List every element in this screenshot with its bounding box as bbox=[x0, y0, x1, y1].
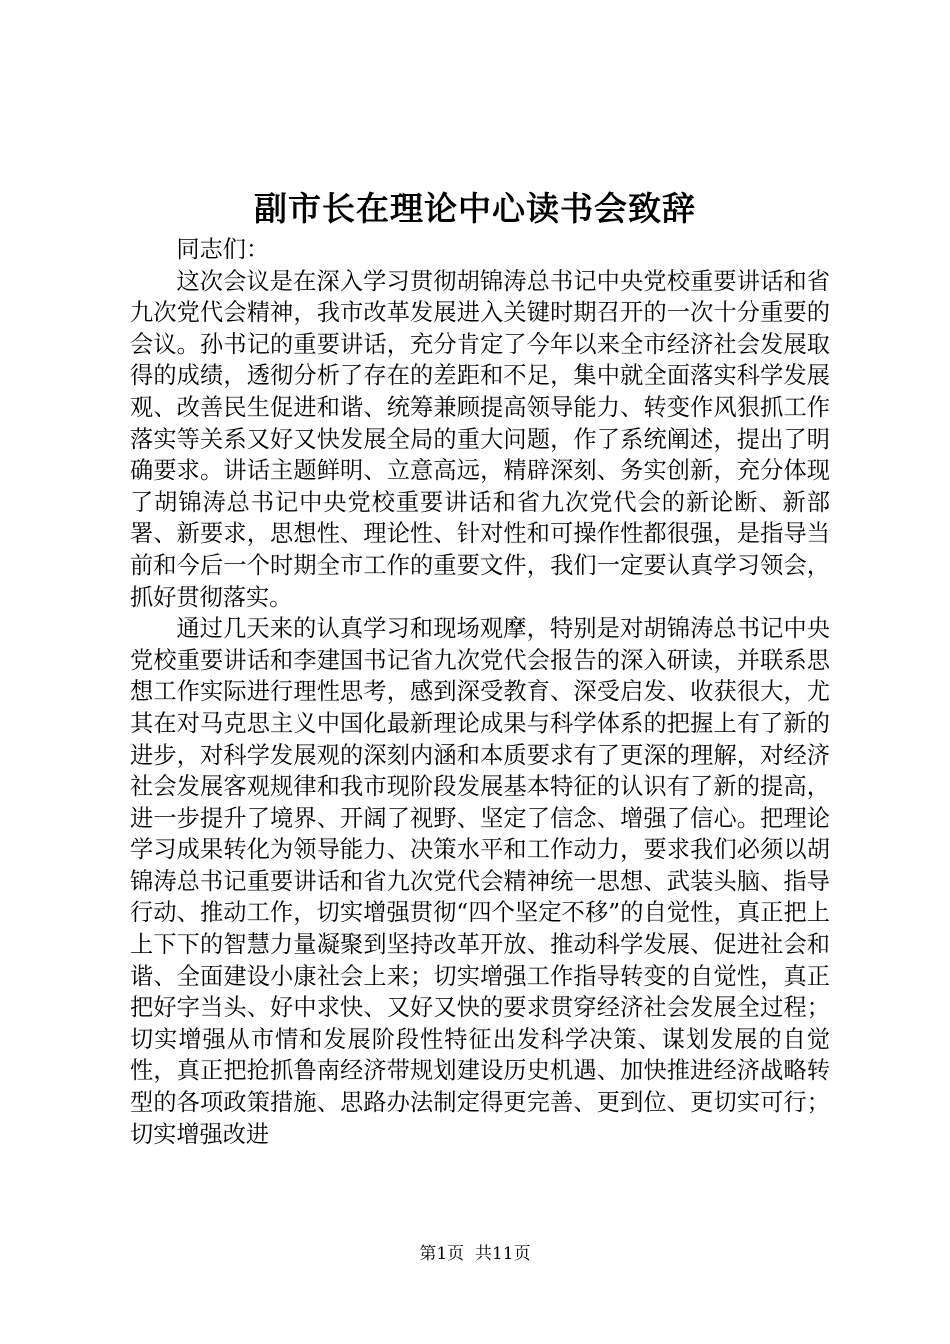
document-body bbox=[130, 234, 830, 1150]
page-number: 第1页 共11页 bbox=[419, 1244, 531, 1264]
paragraph-2: 通过几天来的认真学习和现场观摩，特别是对胡锦涛总书记中央党校重要讲话和李建国书记省九次党代会报告的深入研读，并联系思想工作实际进行理性思考，感到深受教育、深受启发、收获很大，尤其在对马克思主义中国化最新理论成果与科学体系的把握上有了新的进步，对科学发展观的深刻内涵和本质要求有了更深的理解，对经济社会发展客观规律和我市现阶段发展基本特征的认识有了新的提高，进一步提升了境界、开阔了视野、坚定了信念、增强了信心。把理论学习成果转化为领导能力、决策水平和工作动力，要求我们必须以胡锦涛总书记重要讲话和省九次党代会精神统一思想、武装头脑、指导行动、推动工作，切实增强贯彻“四个坚定不移”的自觉性，真正把上上下下的智慧力量凝聚到坚持改革开放、推动科学发展、促进社会和谐、全面建设小康社会上来；切实增强工作指导转变的自觉性，真正把好字当头、好中求快、又好又快的要求贯穿经济社会发展全过程；切实增强从市情和发展阶段性特征出发科学决策、谋划发展的自觉性，真正把抢抓鲁南经济带规划建设历史机遇、加快推进经济战略转型的各项政策措施、思路办法制定得更完善、更到位、更切实可行；切实增强改进 bbox=[130, 615, 830, 1148]
paragraph-1: 这次会议是在深入学习贯彻胡锦涛总书记中央党校重要讲话和省九次党代会精神，我市改革发展进入关键时期召开的一次十分重要的会议。孙书记的重要讲话，充分肯定了今年以来全市经济社会发展取得的成绩，透彻分析了存在的差距和不足，集中就全面落实科学发展观、改善民生促进和谐、统筹兼顾提高领导能力、转变作风狠抓工作落实等关系又好又快发展全局的重大问题，作了系统阐述，提出了明确要求。讲话主题鲜明、立意高远，精辟深刻、务实创新，充分体现了胡锦涛总书记中央党校重要讲话和省九次党代会的新论断、新部署、新要求，思想性、理论性、针对性和可操作性都很强，是指导当前和今后一个时期全市工作的重要文件，我们一定要认真学习领会，抓好贯彻落实。 bbox=[130, 267, 830, 611]
document-title: 副市长在理论中心读书会致辞 bbox=[254, 189, 696, 228]
page-footer bbox=[0, 1242, 950, 1266]
salutation: 同志们： bbox=[176, 236, 270, 263]
